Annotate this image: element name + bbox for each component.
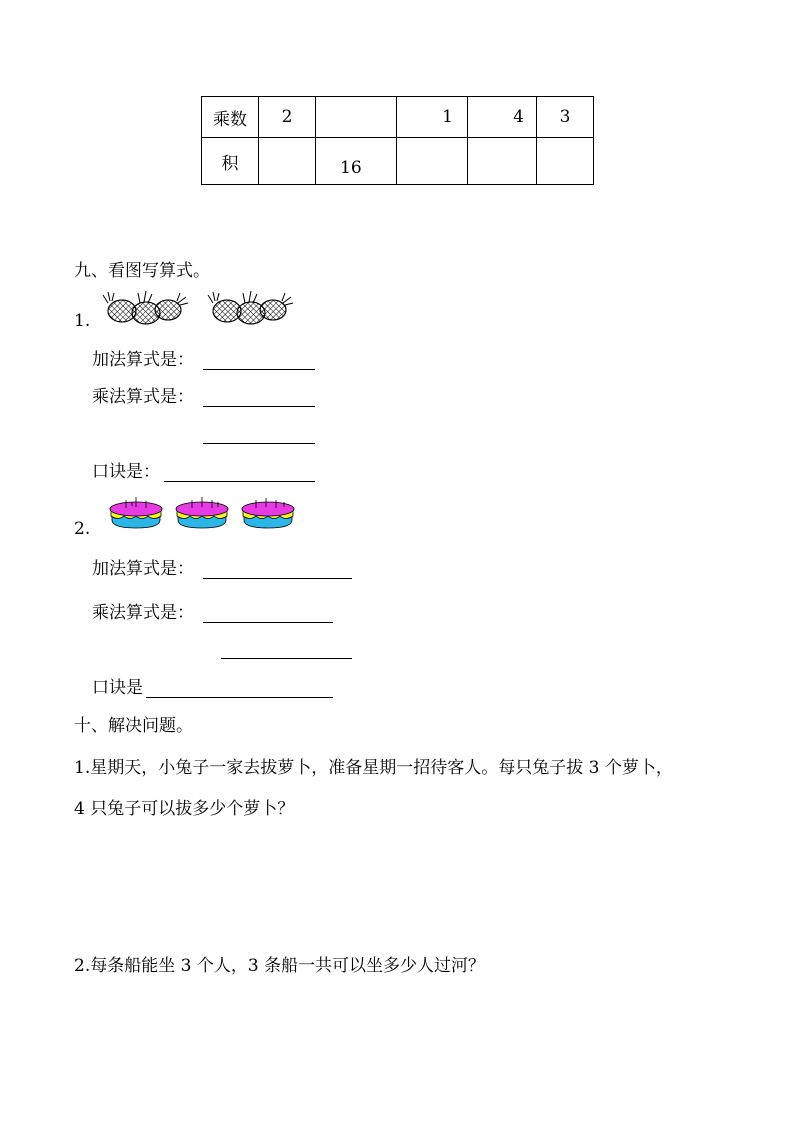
q2-mul-label: 乘法算式是： (92, 603, 194, 623)
q2-add-answer-line[interactable] (203, 578, 352, 579)
q2-add-label: 加法算式是： (92, 559, 194, 579)
table-cell: 16 (316, 138, 397, 185)
q1-rhyme-answer-line[interactable] (164, 481, 315, 482)
problem2: 2.每条船能坐 3 个人，3 条船一共可以坐多少人过河？ (74, 956, 486, 976)
pineapple-group-icon (100, 289, 190, 325)
section10-title: 十、解决问题。 (74, 716, 193, 736)
section9-title: 九、看图写算式。 (74, 261, 210, 281)
table-cell (537, 138, 594, 185)
table-cell (397, 138, 468, 185)
q1-add-label: 加法算式是： (92, 350, 194, 370)
q1-mul-label: 乘法算式是： (92, 387, 194, 407)
multiplication-table (201, 96, 594, 185)
table-cell (468, 138, 537, 185)
table-cell: 2 (259, 97, 316, 138)
table-cell: 1 (397, 97, 468, 138)
table-row (202, 97, 594, 138)
q1-mul-answer-line-2[interactable] (203, 443, 315, 444)
q1-mul-answer-line[interactable] (203, 406, 315, 407)
table-cell (316, 97, 397, 138)
q1-rhyme-label: 口诀是： (92, 462, 160, 482)
cake-group-icon (108, 494, 300, 532)
table-row (202, 138, 594, 185)
q2-mul-answer-line-2[interactable] (221, 658, 352, 659)
q2-rhyme-label: 口诀是 (92, 678, 143, 698)
q1-add-answer-line[interactable] (203, 369, 315, 370)
q2-rhyme-answer-line[interactable] (146, 697, 333, 698)
q1-number: 1. (74, 311, 91, 331)
problem1-line1: 1.星期天，小兔子一家去拔萝卜，准备星期一招待客人。每只兔子拔 3 个萝卜， (74, 758, 673, 778)
pineapple-group-icon (205, 289, 295, 325)
table-row-label: 积 (202, 138, 259, 185)
table-cell (259, 138, 316, 185)
problem1-line2: 4 只兔子可以拔多少个萝卜？ (74, 799, 295, 819)
q2-mul-answer-line[interactable] (203, 622, 333, 623)
q2-number: 2. (74, 519, 91, 539)
table-row-label: 乘数 (202, 97, 259, 138)
table-cell: 4 (468, 97, 537, 138)
table-cell: 3 (537, 97, 594, 138)
